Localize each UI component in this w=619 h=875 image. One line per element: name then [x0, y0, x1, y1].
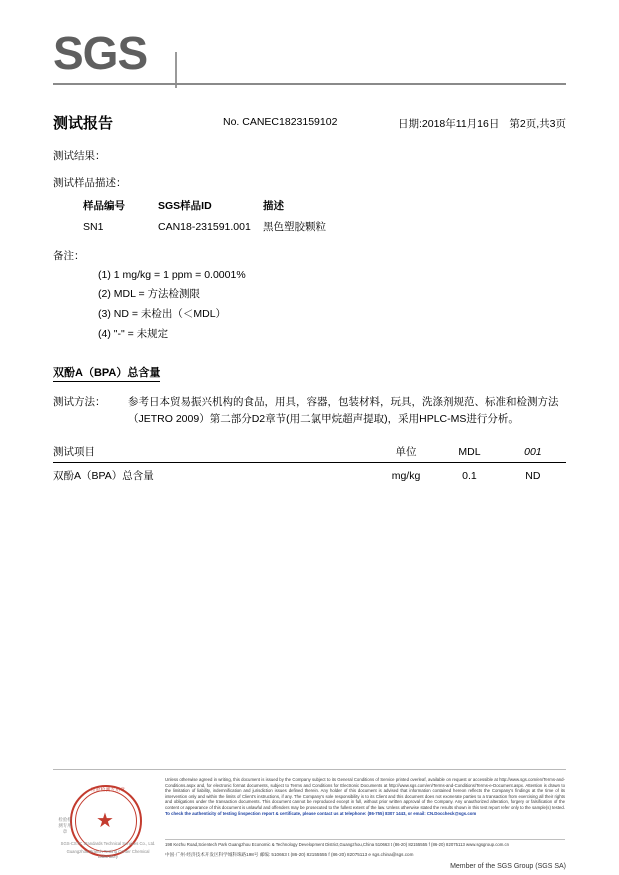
address-divider [165, 839, 565, 840]
results-header-unit: 单位 [373, 444, 439, 463]
star-icon: ★ [96, 810, 114, 832]
note-item: (2) MDL = 方法检测限 [98, 288, 200, 300]
result-item-cell: 双酚A（BPA）总含量 [53, 470, 154, 482]
sample-table-header-cell: 样品编号 [83, 200, 125, 212]
legal-body-text: Unless otherwise agreed in writing, this document is issued by the Company subject to its General Conditions of Service printed overleaf, available on request or accessible at http://www.sgs.com/en/Terms-and-Conditions.aspx and, for electronic format documents, subject to Terms and Conditions for Electronic Documents at http://www.sgs.com/en/Terms-and-Conditions/Terms-e-Document.aspx. Attention is drawn to the limitation of liability, indemnification and jurisdiction issues defined therein. Any holder of this document is advised that information contained hereon reflects the Company's findings at the time of its intervention only and within the limits of Client's instructions, if any. The Company's sole responsibility is to its Client and this document does not exonerate parties to a transaction from exercising all their rights and obligations under the transaction documents. This document cannot be reproduced except in full, without prior written approval of the Company. Any unauthorized alteration, forgery or falsification of the content or appearance of this document is unlawful and offenders may be prosecuted to the fullest extent of the law. Unless otherwise stated the results shown in this test report refer only to the sample(s) tested. [165, 777, 565, 810]
bpa-section [53, 346, 566, 483]
address-english: 198 Kezhu Road,Scientech Park Guangzhou Economic & Technology Development District,Guangzhou,China 510663 t (86-20) 82155555 f (86-20) 82075113 www.sgsgroup.com.cn [165, 842, 510, 847]
bpa-section-title: 双酚A（BPA）总含量 [53, 364, 160, 382]
notes-label: 备注： [53, 250, 85, 262]
legal-authenticity-note[interactable]: To check the authenticity of testing /inspection report & certificate, please contact us at telephone: (86-755) 8307 1443, or email: CN.Doccheck@sgs.com [165, 810, 477, 816]
results-label: 测试结果： [53, 150, 106, 162]
results-header-mdl: MDL [439, 444, 500, 463]
sample-number-cell: SN1 [83, 220, 104, 233]
sample-table [83, 198, 423, 238]
note-item: (1) 1 mg/kg = 1 ppm = 0.0001% [98, 269, 246, 281]
results-header-sample: 001 [500, 444, 566, 463]
sgs-logo: SGS [53, 27, 148, 79]
company-seal-stamp [58, 783, 158, 861]
legal-disclaimer [165, 777, 565, 816]
sample-desc-cell: 黑色塑胶颗粒 [263, 221, 326, 233]
report-header [53, 27, 566, 90]
result-unit-cell: mg/kg [391, 469, 421, 482]
test-method-row [53, 394, 566, 428]
page-indicator: 第2页,共3页 [509, 118, 566, 130]
results-header-item: 测试项目 [53, 444, 373, 463]
page-title: 测试报告 [53, 115, 114, 132]
sample-table-header-cell: SGS样品ID [158, 200, 212, 212]
note-item: (3) ND = 未检出（＜MDL） [98, 308, 227, 320]
test-method-label: 测试方法： [53, 396, 106, 408]
seal-en-line-2: Guangzhou Branch Testing Center Chemical Laboratory [66, 849, 150, 859]
table-header-row [83, 198, 423, 219]
seal-side-text: 检验检测专用章 [58, 817, 72, 834]
seal-en-line-1: SGS-CSTC Standards Technical Services Co., Ltd. [60, 841, 156, 846]
results-table [53, 444, 566, 483]
header-rule [53, 83, 566, 85]
sample-id-cell: CAN18-231591.001 [158, 220, 251, 233]
address-chinese: 中国·广州·经济技术开发区科学城科珠路198号 邮编: 510663 t (86-20) 82155555 f (86-20) 82075113 e sgs.china@sgs.com [165, 852, 414, 857]
footer-divider [53, 769, 566, 770]
report-number: No. CANEC1823159102 [223, 116, 338, 128]
result-mdl-cell: 0.1 [462, 469, 477, 482]
title-row [53, 112, 566, 138]
note-item: (4) "-" = 未规定 [98, 328, 169, 340]
member-note: Member of the SGS Group (SGS SA) [450, 863, 566, 870]
report-date: 日期:2018年11月16日 [398, 118, 500, 130]
test-method-text: 参考日本贸易振兴机构的食品，用具，容器，包装材料，玩具，洗涤剂规范、标准和检测方法（JETRO 2009）第二部分D2章节(用二氯甲烷超声提取)，采用HPLC-MS进行分析。 [128, 396, 559, 425]
sample-description-label: 测试样品描述： [53, 177, 127, 189]
table-row [83, 219, 423, 238]
report-body [53, 148, 566, 483]
notes-block [53, 248, 566, 341]
table-row [53, 463, 566, 484]
sample-table-header-cell: 描述 [263, 200, 284, 212]
table-header-row [53, 444, 566, 463]
seal-top-text: 检验检测专用章 [90, 787, 126, 792]
result-value-cell: ND [525, 469, 541, 482]
